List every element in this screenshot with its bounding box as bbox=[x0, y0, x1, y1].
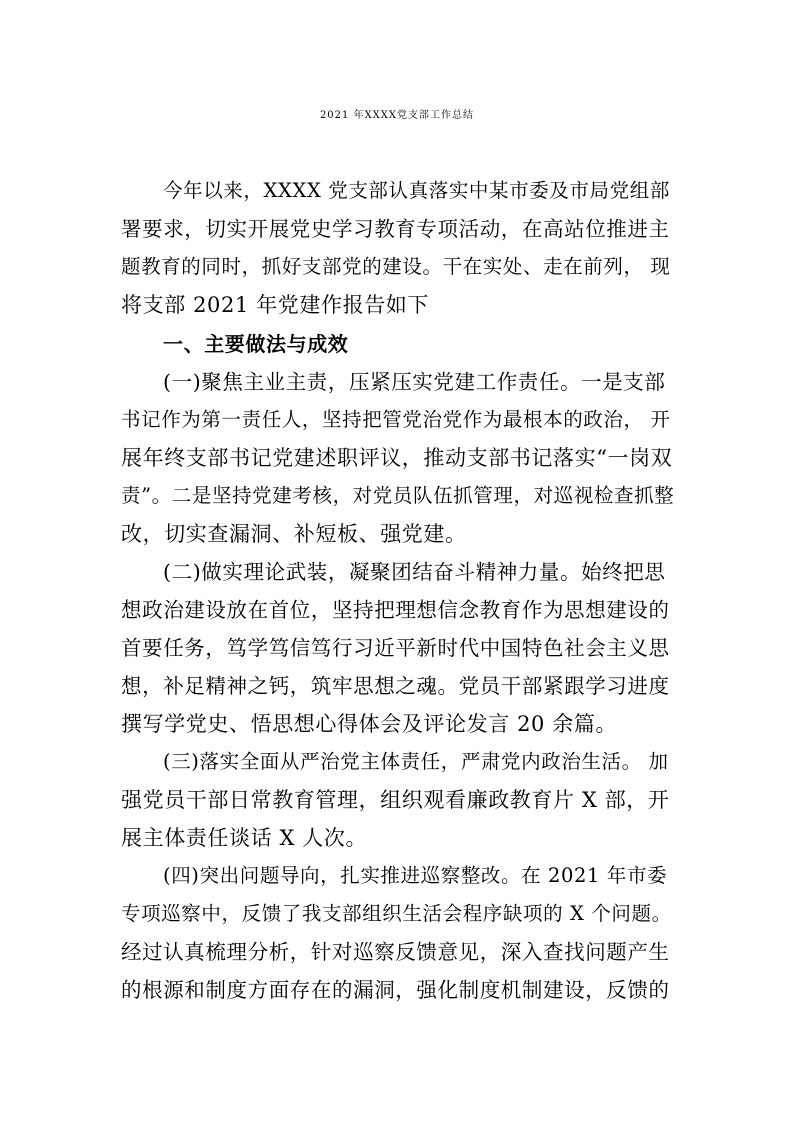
paragraph-line: 撰写学党史、悟思想心得体会及评论发言 20 余篇。 bbox=[121, 712, 618, 736]
paragraph-line: 将支部 2021 年党建作报告如下 bbox=[121, 293, 429, 317]
paragraph-line: (三)落实全面从严治党主体责任，严肃党内政治生活。 加 bbox=[163, 750, 669, 773]
document-title: 2021 年XXXX党支部工作总结 bbox=[319, 110, 475, 121]
paragraph-line: 想，补足精神之钙，筑牢思想之魂。党员干部紧跟学习进度 bbox=[121, 674, 670, 698]
paragraph-line: 书记作为第一责任人，坚持把管党治党作为最根本的政治， 开 bbox=[121, 408, 671, 431]
paragraph-line: 今年以来，XXXX 党支部认真落实中某市委及市局党组部 bbox=[163, 179, 670, 202]
paragraph-line: 责”。二是坚持党建考核，对党员队伍抓管理，对巡视检查抓整 bbox=[121, 484, 675, 507]
paragraph-line: 题教育的同时，抓好支部党的建设。干在实处、走在前列， 现 bbox=[121, 255, 671, 278]
paragraph-line: 展主体责任谈话 X 人次。 bbox=[121, 826, 368, 850]
paragraph-line: 专项巡察中，反馈了我支部组织生活会程序缺项的 X 个问题。 bbox=[121, 902, 672, 925]
paragraph-line: (四)突出问题导向，扎实推进巡察整改。在 2021 年市委 bbox=[163, 864, 668, 887]
paragraph-line: 想政治建设放在首位，坚持把理想信念教育作为思想建设的 bbox=[121, 598, 670, 622]
paragraph-line: 展年终支部书记党建述职评议，推动支部书记落实“一岗双 bbox=[121, 446, 673, 470]
section-heading: 一、主要做法与成效 bbox=[163, 332, 349, 356]
paragraph-line: 首要任务，笃学笃信笃行习近平新时代中国特色社会主义思 bbox=[121, 636, 670, 660]
paragraph-line: (一)聚焦主业主责，压紧压实党建工作责任。一是支部 bbox=[163, 370, 666, 394]
paragraph-line: 署要求，切实开展党史学习教育专项活动，在高站位推进主 bbox=[121, 217, 670, 241]
paragraph-line: 经过认真梳理分析，针对巡察反馈意见，深入查找问题产生 bbox=[121, 940, 670, 964]
paragraph-line: 强党员干部日常教育管理，组织观看廉政教育片 X 部，开 bbox=[121, 788, 670, 812]
paragraph-line: 的根源和制度方面存在的漏洞，强化制度机制建设，反馈的 bbox=[121, 978, 670, 1002]
paragraph-line: 改，切实查漏洞、补短板、强党建。 bbox=[121, 522, 467, 546]
paragraph-line: (二)做实理论武装，凝聚团结奋斗精神力量。始终把思 bbox=[163, 560, 666, 584]
